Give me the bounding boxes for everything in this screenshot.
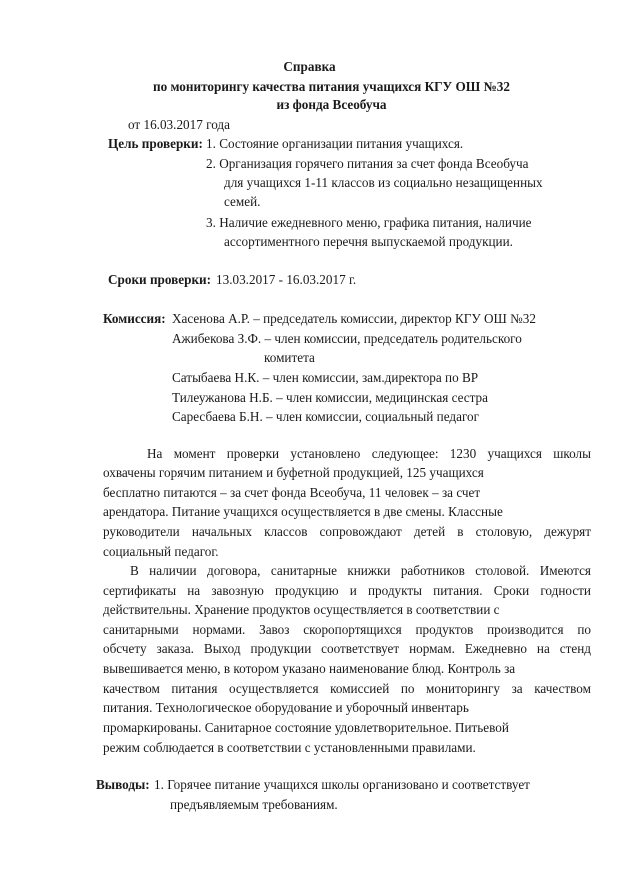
commission-member-4: Тилеужанова Н.Б. – член комиссии, медицинская сестра (172, 390, 488, 405)
document-subtitle-line2: из фонда Всеобуча (276, 97, 387, 112)
document-subtitle-line1: по мониторингу качества питания учащихся КГУ ОШ №32 (153, 79, 510, 94)
purpose-item-2-line1: 2. Организация горячего питания за счет фонда Всеобуча (206, 156, 529, 171)
commission-member-1: Хасенова А.Р. – председатель комиссии, директор КГУ ОШ №32 (172, 311, 536, 326)
paragraph-1-line: бесплатно питаются – за счет фонда Всеобуча, 11 человек – за счет (103, 485, 481, 500)
conclusions-label: Выводы: (96, 777, 150, 792)
paragraph-2-line: режим соблюдается в соответствии с установленными правилами. (103, 740, 476, 755)
purpose-item-1: 1. Состояние организации питания учащихся. (206, 136, 464, 151)
paragraph-2-line: обсчету заказа. Выход продукции соответствует нормам. Ежедневно на стенд (103, 641, 591, 656)
paragraph-1-line: охвачены горячим питанием и буфетной продукцией, 125 учащихся (103, 465, 484, 480)
paragraph-2-line: питания. Технологическое оборудование и уборочный инвентарь (103, 700, 469, 715)
document-title: Справка (283, 59, 336, 74)
commission-member-2-line1: Ажибекова З.Ф. – член комиссии, председатель родительского (172, 331, 522, 346)
purpose-item-2-line2: для учащихся 1-11 классов из социально незащищенных (224, 175, 543, 190)
paragraph-2-line: В наличии договора, санитарные книжки работников столовой. Имеются (130, 563, 591, 578)
paragraph-2-line: действительны. Хранение продуктов осуществляется в соответствии с (103, 602, 500, 617)
purpose-label: Цель проверки: (108, 136, 203, 151)
conclusions-item-1-line2: предъявляемым требованиям. (170, 797, 338, 812)
paragraph-2-line: сертификаты на завозную продукцию и продукты питания. Сроки годности (103, 583, 591, 598)
paragraph-1-line: На момент проверки установлено следующее: 1230 учащихся школы (147, 446, 591, 461)
paragraph-2-line: качеством питания осуществляется комиссией по мониторингу за качеством (103, 681, 591, 696)
paragraph-1-line: арендатора. Питание учащихся осуществляется в две смены. Классные (103, 504, 503, 519)
conclusions-item-1-line1: 1. Горячее питание учащихся школы организовано и соответствует (154, 777, 530, 792)
commission-label: Комиссия: (103, 311, 166, 326)
terms-label: Сроки проверки: (108, 272, 212, 287)
commission-member-5: Саресбаева Б.Н. – член комиссии, социальный педагог (172, 409, 480, 424)
paragraph-2-line: вывешивается меню, в котором указано наименование блюд. Контроль за (103, 661, 516, 676)
paragraph-2-line: санитарными нормами. Завоз скоропортящихся продуктов производится по (103, 622, 591, 637)
commission-member-2-line2: комитета (264, 350, 315, 365)
paragraph-1-line: социальный педагог. (103, 544, 219, 559)
paragraph-2-line: промаркированы. Санитарное состояние удовлетворительное. Питьевой (103, 720, 509, 735)
commission-member-3: Сатыбаева Н.К. – член комиссии, зам.директора по ВР (172, 370, 479, 385)
terms-value: 13.03.2017 - 16.03.2017 г. (216, 272, 357, 287)
purpose-item-3-line1: 3. Наличие ежедневного меню, графика питания, наличие (206, 215, 532, 230)
date-line: от 16.03.2017 года (128, 117, 230, 132)
purpose-item-3-line2: ассортиментного перечня выпускаемой продукции. (224, 234, 513, 249)
purpose-item-2-line3: семей. (224, 194, 261, 209)
paragraph-1-line: руководители начальных классов сопровождают детей в столовую, дежурят (103, 524, 591, 539)
